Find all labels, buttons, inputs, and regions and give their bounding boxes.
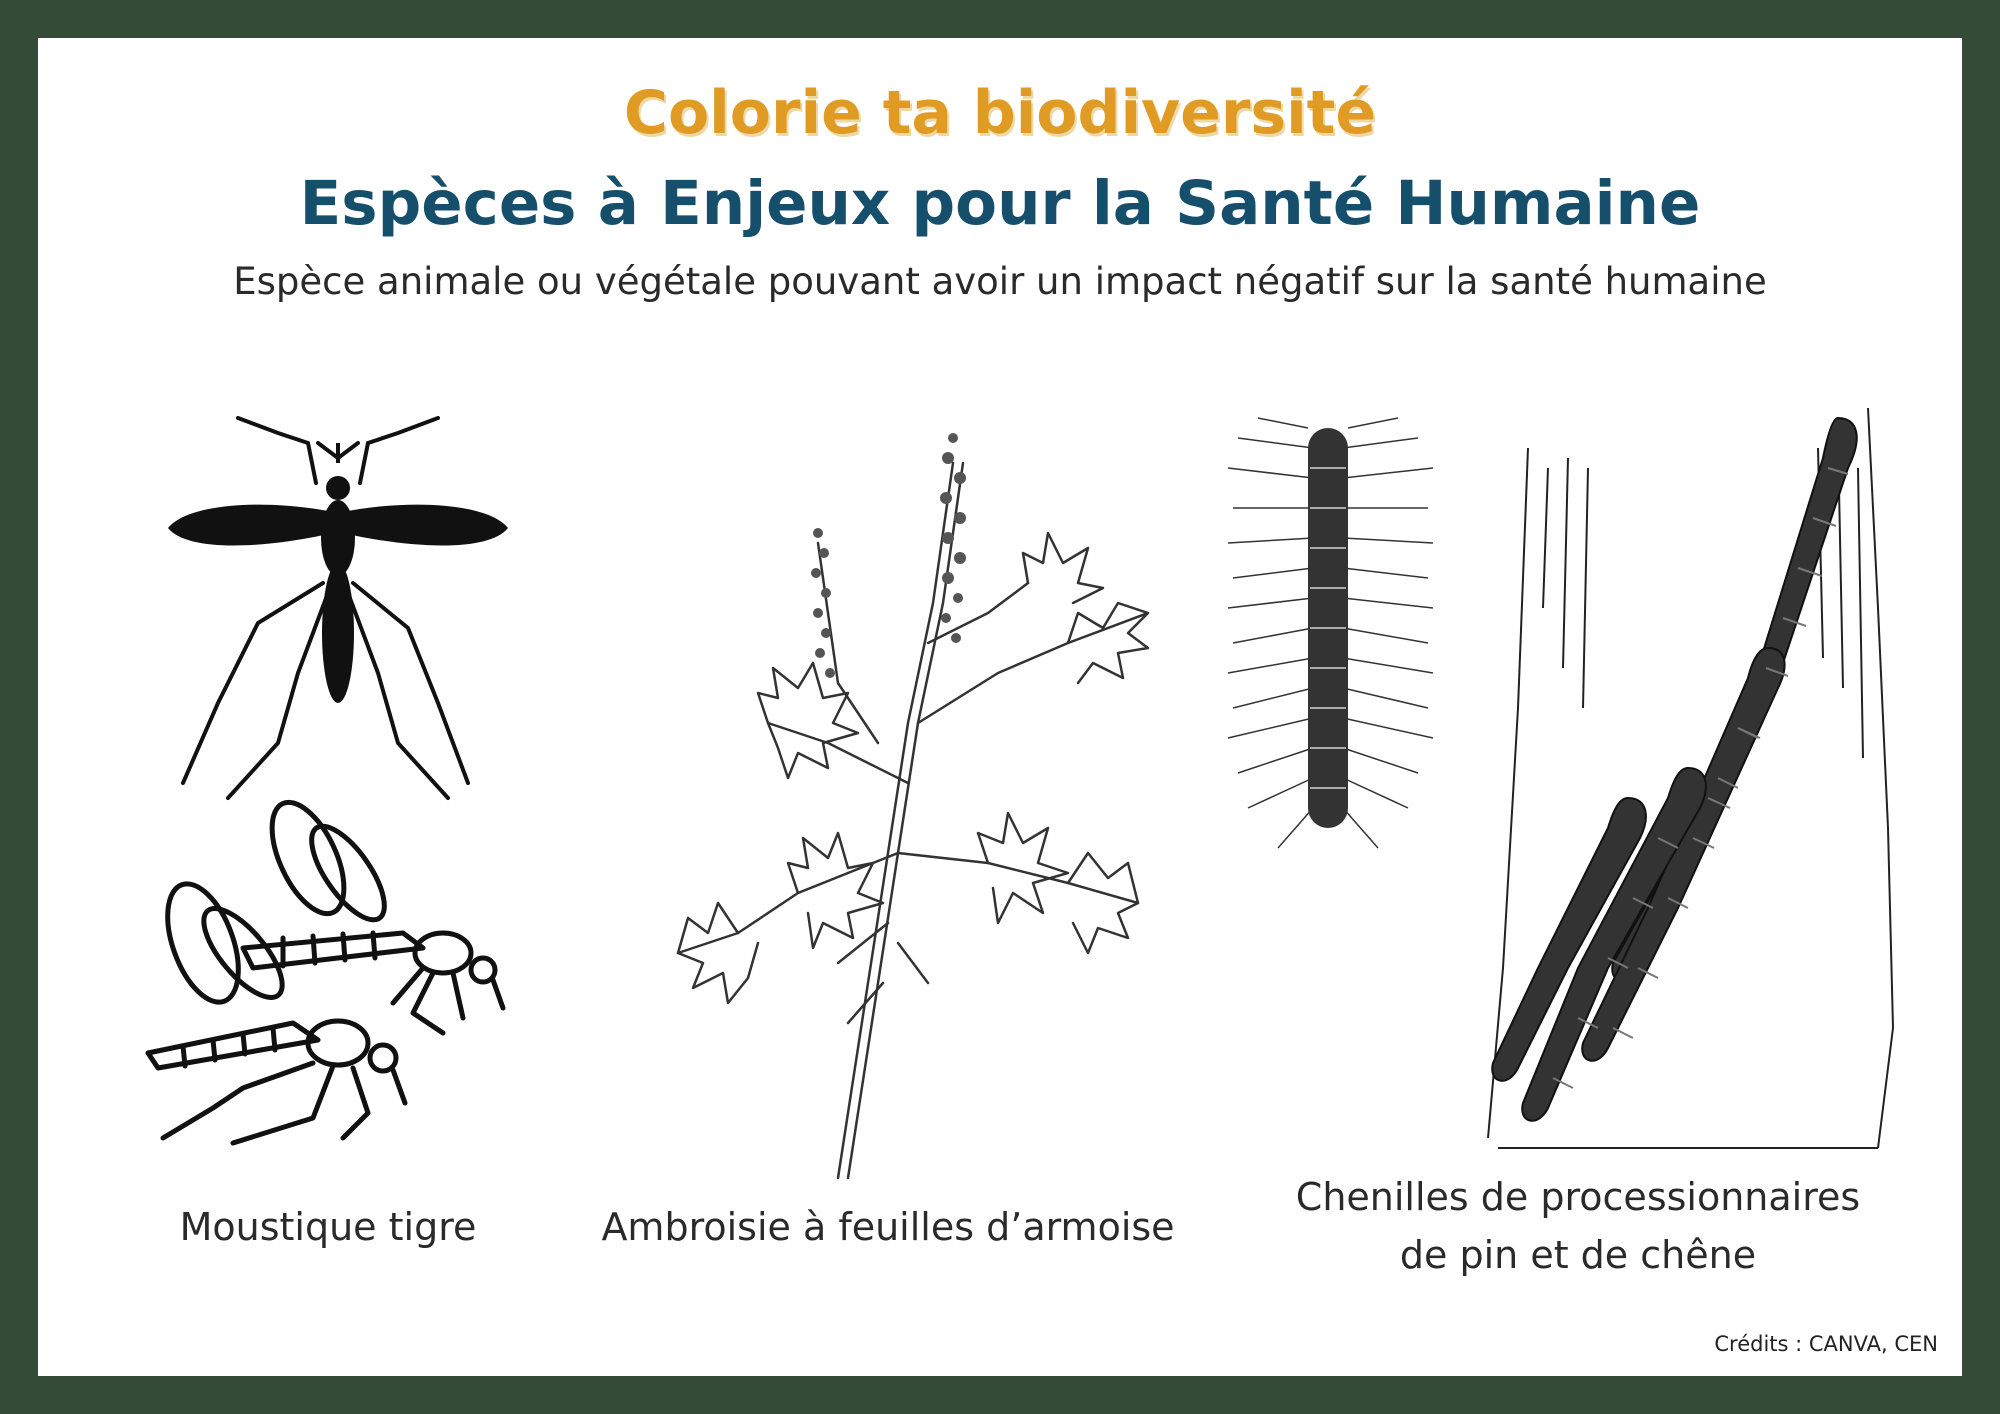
species-label-ragweed: Ambroisie à feuilles d’armoise xyxy=(601,1205,1175,1249)
species-label-caterpillars-line2: de pin et de chêne xyxy=(1399,1233,1757,1277)
mosquito-silhouette-icon xyxy=(148,403,528,803)
species-label-mosquito: Moustique tigre xyxy=(179,1205,477,1249)
page-title: Colorie ta biodiversité xyxy=(623,78,1377,148)
species-label-caterpillars-line1: Chenilles de processionnaires xyxy=(1295,1175,1861,1219)
credits: Crédits : CANVA, CEN xyxy=(1714,1332,1938,1356)
ragweed-plant-icon xyxy=(648,423,1208,1183)
page-description: Espèce animale ou végétale pouvant avoir un impact négatif sur la santé humaine xyxy=(233,260,1767,303)
coloring-sheet xyxy=(38,38,1962,1376)
mosquitoes-outline-icon xyxy=(143,818,523,1148)
procession-caterpillars-icon xyxy=(1438,408,1918,1178)
species-label-caterpillars xyxy=(1228,1168,1928,1284)
page-subtitle: Espèces à Enjeux pour la Santé Humaine xyxy=(299,168,1701,239)
caterpillar-icon xyxy=(1218,408,1448,888)
